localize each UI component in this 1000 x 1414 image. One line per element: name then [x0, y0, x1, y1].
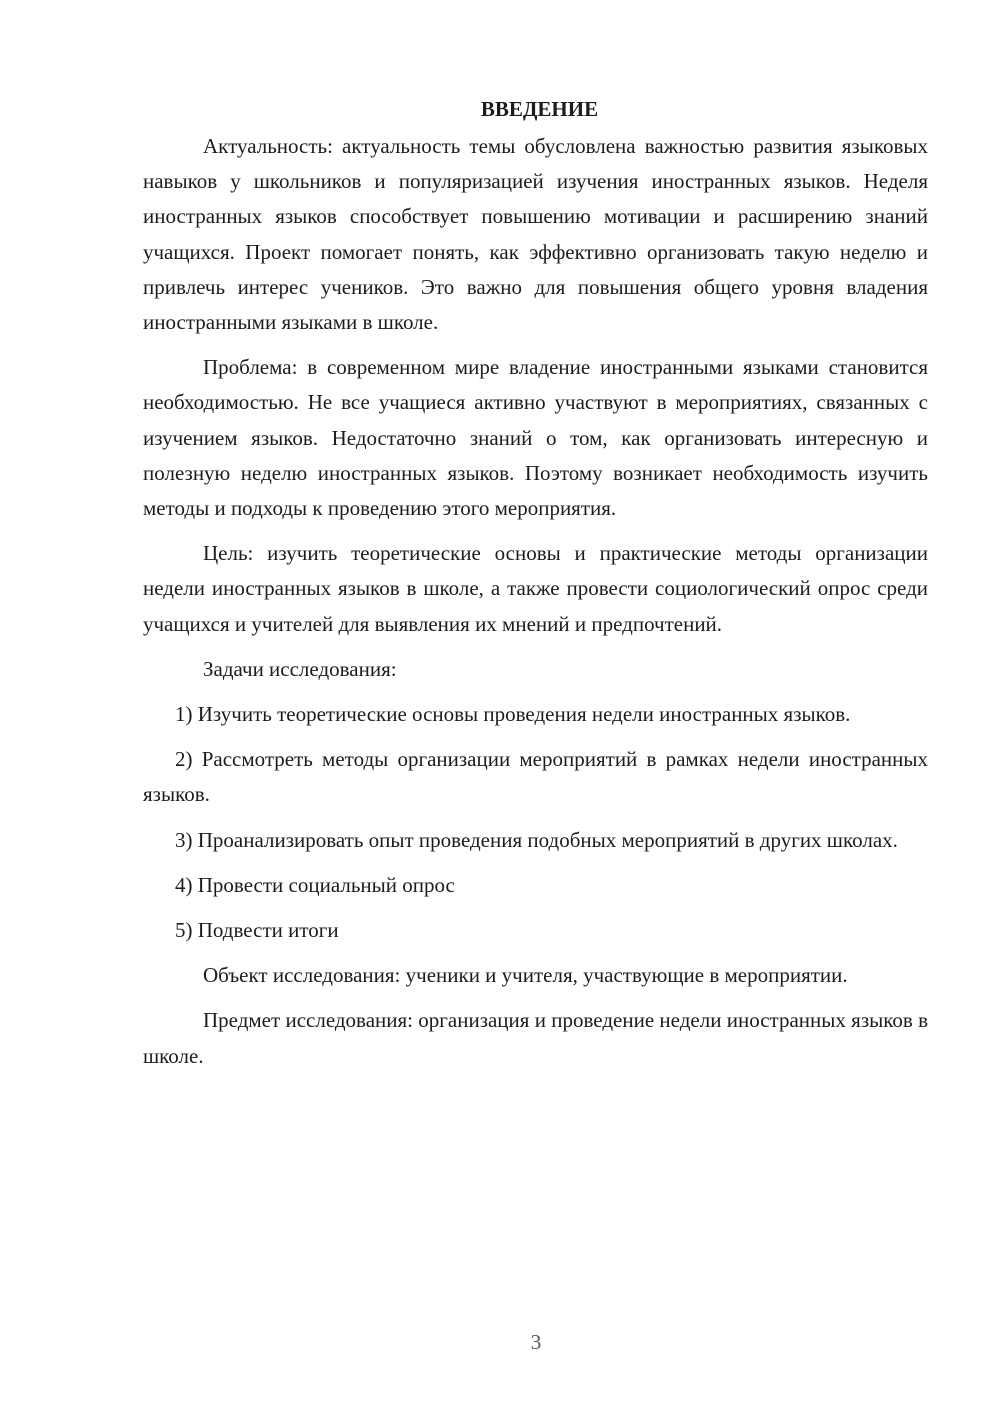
list-item: 1) Изучить теоретические основы проведения недели иностранных языков. — [175, 702, 851, 727]
paragraph-problem: Проблема: в современном мире владение иностранными языками становится необходимостью. Не все учащиеся активно участвуют в мероприятиях, связанных с изучением языков. Недостаточно знаний о том, как организовать интересную и полезную неделю иностранных языков. Поэтому возникает необходимость изучить методы и подходы к проведению этого мероприятия. — [143, 355, 928, 521]
list-item: 3) Проанализировать опыт проведения подобных мероприятий в других школах. — [175, 827, 898, 852]
page-number: 3 — [530, 1330, 542, 1354]
list-item: 5) Подвести итоги — [175, 918, 339, 943]
paragraph-object: Объект исследования: ученики и учителя, участвующие в мероприятии. — [203, 963, 848, 988]
tasks-heading: Задачи исследования: — [203, 656, 397, 681]
page-title: ВВЕДЕНИЕ — [480, 97, 599, 121]
document-page — [143, 92, 928, 1084]
tasks-list — [143, 697, 928, 948]
paragraph-relevance: Актуальность: актуальность темы обусловлена важностью развития языковых навыков у школьников и популяризацией изучения иностранных языков. Неделя иностранных языков способствует повышению мотивации и расширению знаний учащихся. Проект помогает понять, как эффективно организовать такую неделю и привлечь интерес учеников. Это важно для повышения общего уровня владения иностранными языками в школе. — [143, 134, 928, 335]
list-item: 4) Провести социальный опрос — [175, 872, 455, 897]
paragraph-goal: Цель: изучить теоретические основы и практические методы организации недели иностранных языков в школе, а также провести социологический опрос среди учащихся и учителей для выявления их мнений и предпочтений. — [143, 541, 928, 636]
list-item: 2) Рассмотреть методы организации мероприятий в рамках недели иностранных языков. — [143, 747, 928, 807]
paragraph-subject: Предмет исследования: организация и проведение недели иностранных языков в школе. — [143, 1008, 928, 1068]
